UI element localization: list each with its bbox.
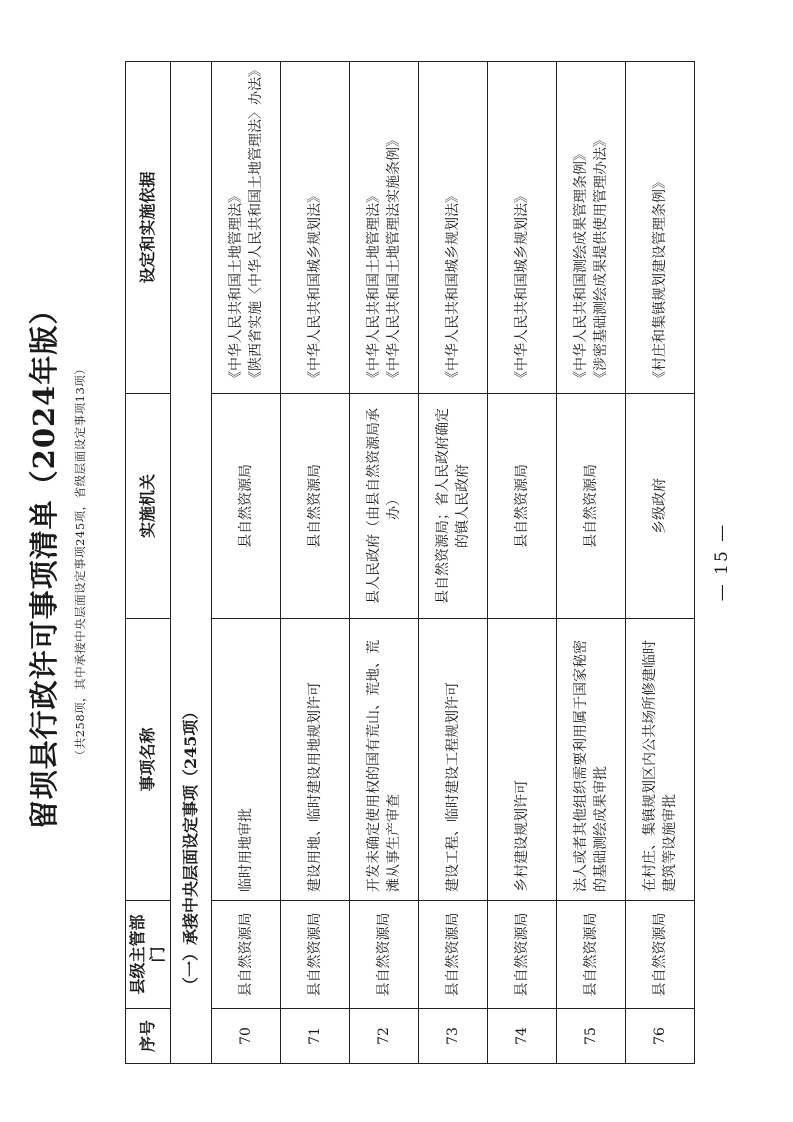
basis-line: 《中华人民共和国城乡规划法》 bbox=[445, 189, 461, 385]
header-authority: 实施机关 bbox=[126, 394, 171, 619]
row-department: 县自然资源局 bbox=[350, 901, 419, 1009]
row-authority: 县自然资源局；省人民政府确定的镇人民政府 bbox=[419, 394, 488, 619]
row-basis bbox=[281, 62, 350, 394]
row-department: 县自然资源局 bbox=[557, 901, 626, 1009]
table-row bbox=[488, 62, 557, 1064]
basis-line: 《中华人民共和国城乡规划法》 bbox=[307, 189, 323, 385]
row-department: 县自然资源局 bbox=[281, 901, 350, 1009]
row-authority: 县自然资源局 bbox=[281, 394, 350, 619]
row-authority: 县自然资源局 bbox=[488, 394, 557, 619]
basis-line: 《中华人民共和国土地管理法实施条例》 bbox=[386, 133, 402, 385]
header-dept: 县级主管部门 bbox=[126, 901, 171, 1009]
basis-line: 《涉密基础测绘成果提供使用管理办法》 bbox=[593, 133, 609, 385]
table-row bbox=[281, 62, 350, 1064]
row-basis bbox=[626, 62, 695, 394]
basis-line: 《中华人民共和国测绘成果管理条例》 bbox=[573, 147, 589, 385]
row-number: 75 bbox=[557, 1009, 626, 1064]
row-item-name: 乡村建设规划许可 bbox=[488, 619, 557, 901]
row-item-name: 建设工程、临时建设工程规划许可 bbox=[419, 619, 488, 901]
table-header-row bbox=[126, 62, 171, 1064]
row-basis bbox=[350, 62, 419, 394]
document-title: 留坝县行政许可事项清单（2024年版） bbox=[27, 294, 61, 830]
document-subtitle: （共258项，其中承接中央层面设定事项245项，省级层面设定事项13项） bbox=[73, 362, 87, 762]
row-authority: 县人民政府（由县自然资源局承办） bbox=[350, 394, 419, 619]
basis-line: 《村庄和集镇规划建设管理条例》 bbox=[652, 175, 668, 385]
row-basis bbox=[212, 62, 281, 394]
basis-line: 《陕西省实施〈中华人民共和国土地管理法〉办法》 bbox=[248, 63, 264, 385]
basis-line: 《中华人民共和国土地管理法》 bbox=[366, 189, 382, 385]
basis-line: 《中华人民共和国城乡规划法》 bbox=[514, 189, 530, 385]
row-basis bbox=[488, 62, 557, 394]
basis-line: 《中华人民共和国土地管理法》 bbox=[228, 189, 244, 385]
table-row bbox=[419, 62, 488, 1064]
permit-table bbox=[125, 61, 695, 1064]
row-basis bbox=[419, 62, 488, 394]
row-item-name: 临时用地审批 bbox=[212, 619, 281, 901]
row-number: 73 bbox=[419, 1009, 488, 1064]
row-basis bbox=[557, 62, 626, 394]
row-authority: 县自然资源局 bbox=[212, 394, 281, 619]
table-row bbox=[626, 62, 695, 1064]
table-row bbox=[350, 62, 419, 1064]
table-row bbox=[557, 62, 626, 1064]
row-item-name: 法人或者其他组织需要利用属于国家秘密的基础测绘成果审批 bbox=[557, 619, 626, 901]
section-row bbox=[171, 62, 212, 1064]
header-basis: 设定和实施依据 bbox=[126, 62, 171, 394]
header-name: 事项名称 bbox=[126, 619, 171, 901]
row-item-name: 开发未确定使用权的国有荒山、荒地、荒滩从事生产审查 bbox=[350, 619, 419, 901]
row-authority: 县自然资源局 bbox=[557, 394, 626, 619]
row-department: 县自然资源局 bbox=[419, 901, 488, 1009]
row-item-name: 在村庄、集镇规划区内公共场所修建临时建筑等设施审批 bbox=[626, 619, 695, 901]
row-number: 76 bbox=[626, 1009, 695, 1064]
row-department: 县自然资源局 bbox=[212, 901, 281, 1009]
row-number: 70 bbox=[212, 1009, 281, 1064]
header-no: 序号 bbox=[126, 1009, 171, 1064]
row-item-name: 建设用地、临时建设用地规划许可 bbox=[281, 619, 350, 901]
table-row bbox=[212, 62, 281, 1064]
row-authority: 乡级政府 bbox=[626, 394, 695, 619]
page-number: — 15 — bbox=[712, 522, 732, 602]
row-number: 71 bbox=[281, 1009, 350, 1064]
row-number: 74 bbox=[488, 1009, 557, 1064]
section-title: （一）承接中央层面设定事项（245项） bbox=[171, 62, 212, 1064]
row-department: 县自然资源局 bbox=[488, 901, 557, 1009]
row-department: 县自然资源局 bbox=[626, 901, 695, 1009]
row-number: 72 bbox=[350, 1009, 419, 1064]
